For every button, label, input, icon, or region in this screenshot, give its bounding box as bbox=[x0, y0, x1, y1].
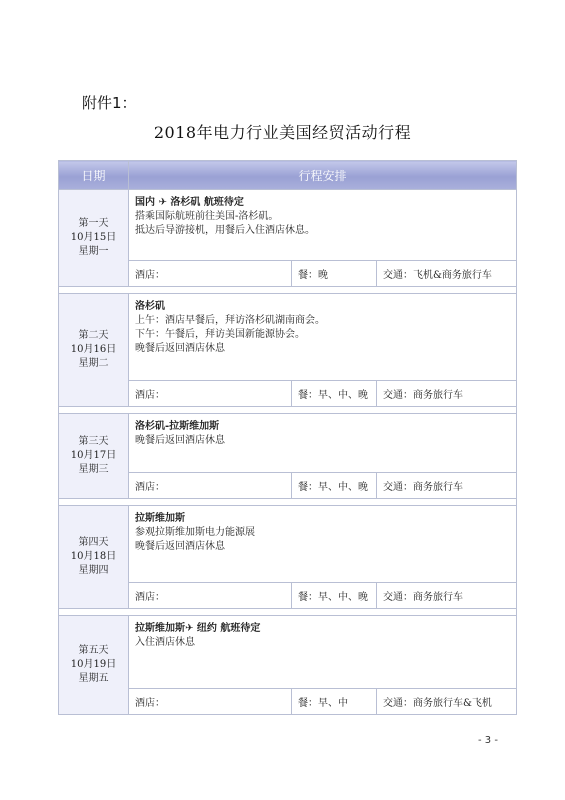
transport-cell: 交通：商务旅行车 bbox=[377, 583, 517, 609]
spacer-row bbox=[59, 609, 517, 616]
plan-line: 抵达后导游接机，用餐后入住酒店休息。 bbox=[135, 225, 315, 236]
plan-cell bbox=[129, 190, 517, 261]
day-label: 第五天 bbox=[78, 645, 109, 656]
plan-line: 参观拉斯维加斯电力能源展 bbox=[135, 527, 255, 538]
date-label: 10月16日 bbox=[70, 344, 117, 355]
plan-line: 晚餐后返回酒店休息 bbox=[135, 343, 225, 354]
plan-line: 入住酒店休息 bbox=[135, 637, 195, 648]
day-label: 第三天 bbox=[78, 436, 109, 447]
meal-cell: 餐：早、中、晚 bbox=[292, 473, 377, 499]
hotel-cell: 酒店： bbox=[129, 473, 292, 499]
plan-title: 洛杉矶-拉斯维加斯 bbox=[135, 421, 220, 432]
day-row bbox=[59, 294, 517, 381]
plan-cell bbox=[129, 506, 517, 583]
date-label: 10月15日 bbox=[70, 232, 117, 243]
day-label: 第一天 bbox=[78, 218, 109, 229]
day-label: 第四天 bbox=[78, 537, 109, 548]
itinerary-table bbox=[58, 160, 517, 715]
plan-cell bbox=[129, 616, 517, 689]
meal-cell: 餐：早、中 bbox=[292, 689, 377, 715]
date-label: 10月17日 bbox=[70, 450, 117, 461]
plan-line: 上午：酒店早餐后，拜访洛杉矶湖南商会。 bbox=[135, 315, 325, 326]
transport-cell: 交通：商务旅行车 bbox=[377, 381, 517, 407]
weekday-label: 星期三 bbox=[78, 464, 109, 475]
hotel-cell: 酒店： bbox=[129, 381, 292, 407]
day-row bbox=[59, 414, 517, 473]
meal-cell: 餐：早、中、晚 bbox=[292, 583, 377, 609]
date-cell bbox=[59, 414, 129, 499]
date-label: 10月18日 bbox=[70, 551, 117, 562]
weekday-label: 星期二 bbox=[78, 358, 109, 369]
weekday-label: 星期一 bbox=[78, 246, 109, 257]
plan-line: 下午：午餐后，拜访美国新能源协会。 bbox=[135, 329, 305, 340]
spacer-row bbox=[59, 499, 517, 506]
table-header-row bbox=[59, 161, 517, 190]
page-title: 2018年电力行业美国经贸活动行程 bbox=[153, 123, 412, 142]
plan-line: 搭乘国际航班前往美国-洛杉矶。 bbox=[135, 211, 279, 222]
weekday-label: 星期四 bbox=[78, 565, 109, 576]
meal-cell: 餐：早、中、晚 bbox=[292, 381, 377, 407]
date-cell bbox=[59, 294, 129, 407]
spacer-row bbox=[59, 287, 517, 294]
meal-cell: 餐：晚 bbox=[292, 261, 377, 287]
transport-cell: 交通：商务旅行车&飞机 bbox=[377, 689, 517, 715]
hotel-cell: 酒店： bbox=[129, 261, 292, 287]
header-date: 日期 bbox=[59, 161, 129, 190]
day-label: 第二天 bbox=[78, 330, 109, 341]
day-row bbox=[59, 506, 517, 583]
spacer-row bbox=[59, 407, 517, 414]
date-cell bbox=[59, 190, 129, 287]
plan-title: 拉斯维加斯✈ 纽约 航班待定 bbox=[135, 623, 261, 634]
day-row bbox=[59, 616, 517, 689]
transport-cell: 交通：飞机&商务旅行车 bbox=[377, 261, 517, 287]
plan-title: 洛杉矶 bbox=[135, 301, 165, 312]
plan-title: 拉斯维加斯 bbox=[135, 513, 185, 524]
page-number: - 3 - bbox=[478, 735, 498, 746]
plan-cell bbox=[129, 414, 517, 473]
plan-title: 国内 ✈ 洛杉矶 航班待定 bbox=[135, 197, 244, 208]
plan-cell bbox=[129, 294, 517, 381]
weekday-label: 星期五 bbox=[78, 673, 109, 684]
date-cell bbox=[59, 506, 129, 609]
attachment-label: 附件1： bbox=[82, 94, 137, 112]
date-cell bbox=[59, 616, 129, 715]
plan-line: 晚餐后返回酒店休息 bbox=[135, 541, 225, 552]
hotel-cell: 酒店： bbox=[129, 689, 292, 715]
date-label: 10月19日 bbox=[70, 659, 117, 670]
day-row bbox=[59, 190, 517, 261]
header-plan: 行程安排 bbox=[129, 161, 517, 190]
transport-cell: 交通：商务旅行车 bbox=[377, 473, 517, 499]
plan-line: 晚餐后返回酒店休息 bbox=[135, 435, 225, 446]
hotel-cell: 酒店： bbox=[129, 583, 292, 609]
